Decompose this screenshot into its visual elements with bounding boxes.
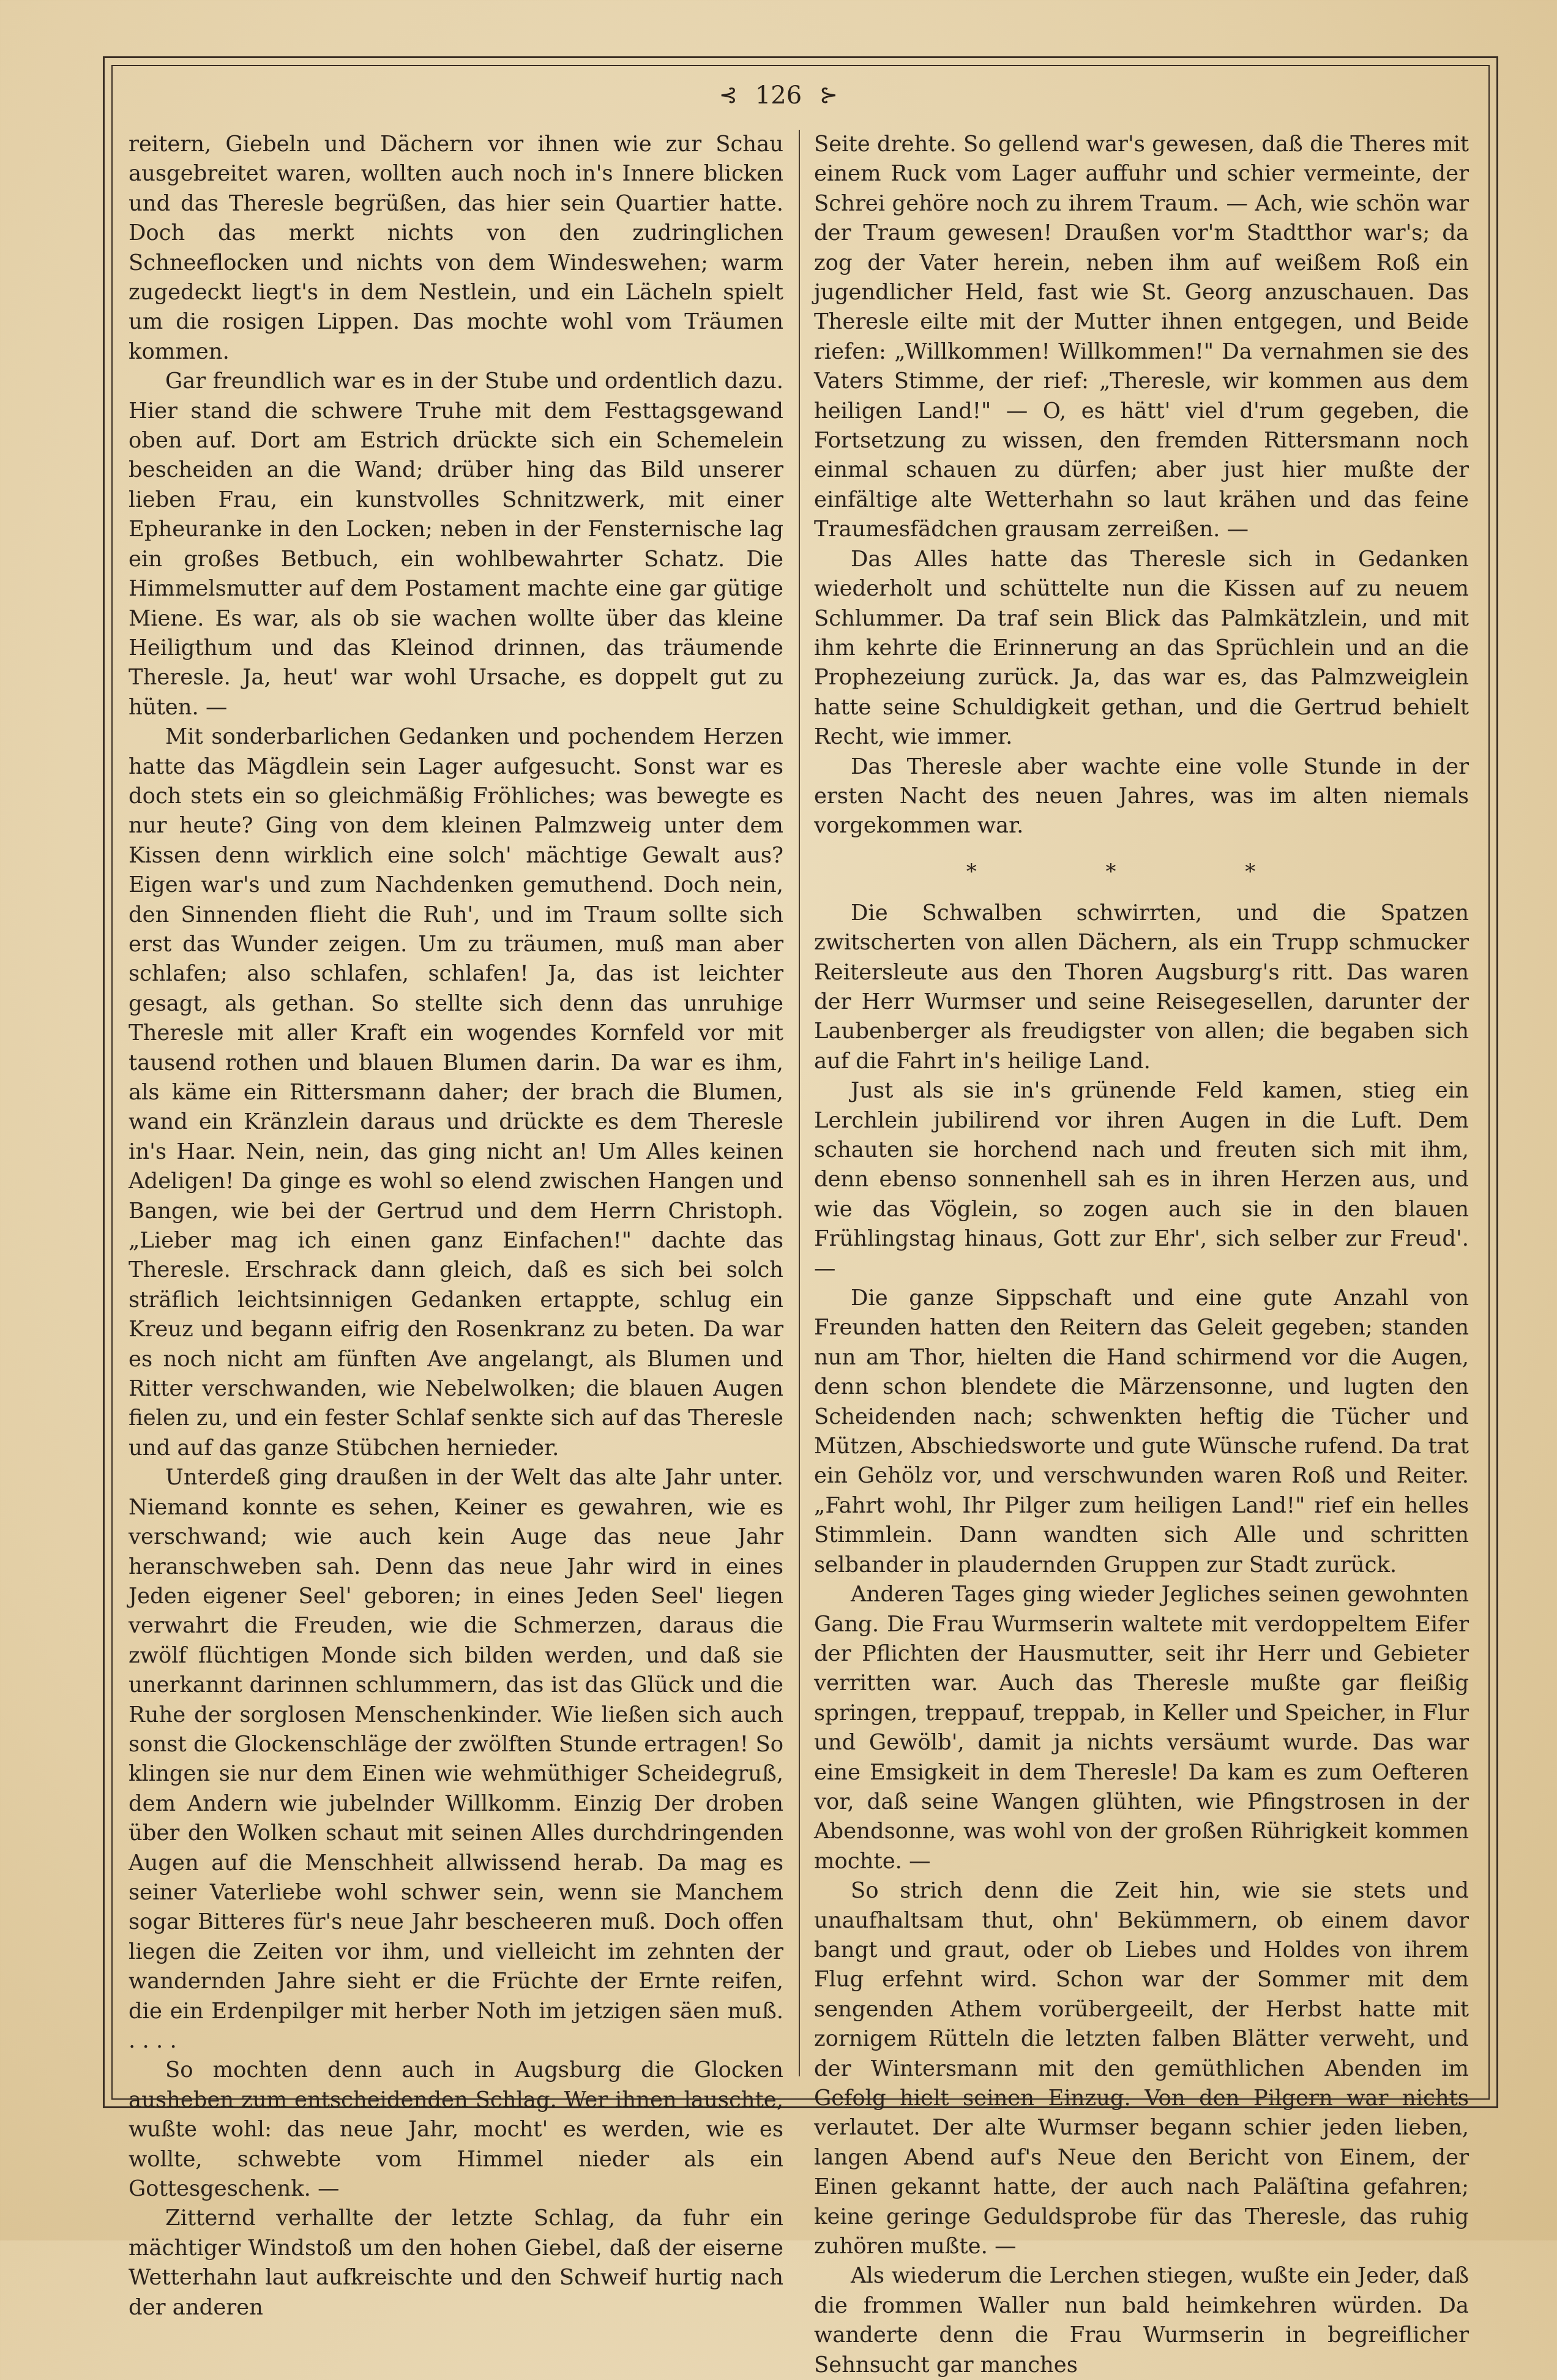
paragraph: Das Alles hatte das Theresle sich in Gedanken wiederholt und schüttelte nun die Kissen auf zu neuem Schlummer. Da traf sein Blick das Palmkätzlein, und mit ihm kehrte die Erinnerung an das Sprüchlein und an die Prophezeiung zurück. Ja, das war es, das Palmzweiglein hatte seine Schuldigkeit gethan, und die Gertrud behielt Recht, wie immer.	[814, 546, 1469, 750]
column-divider	[799, 130, 800, 2076]
paragraph: Als wiederum die Lerchen stiegen, wußte ein Jeder, daß die frommen Waller nun bald heimkehren würden. Da wanderte denn die Frau Wurmserin in begreiflicher Sehnsucht gar manches	[814, 2263, 1469, 2378]
paragraph: Mit sonderbarlichen Gedanken und pochendem Herzen hatte das Mägdlein sein Lager aufgesucht. Sonst war es doch stets ein so gleichmäßig Fröhliches; was bewegte es nur heute? Ging von dem kleinen Palmzweig unter dem Kissen denn wirklich eine solch' mächtige Gewalt aus? Eigen war's und zum Nachdenken gemuthend. Doch nein, den Sinnenden flieht die Ruh', und im Traum sollte sich erst das Wunder zeigen. Um zu träumen, muß man aber schlafen; also schlafen, schlafen! Ja, das ist leichter gesagt, als gethan. So stellte sich denn das unruhige Theresle mit aller Kraft ein wogendes Kornfeld vor mit tausend rothen und blauen Blumen darin. Da war es ihm, als käme ein Rittersmann daher; der brach die Blumen, wand ein Kränzlein daraus und drückte es dem Theresle in's Haar. Nein, nein, das ging nicht an! Um Alles keinen Adeligen! Da ginge es wohl so elend zwischen Hangen und Bangen, wie bei der Gertrud und dem Herrn Christoph. „Lieber mag ich einen ganz Einfachen!" dachte das Theresle. Erschrack dann gleich, daß es sich bei solch sträflich leichtsinnigen Gedanken ertappte, schlug ein Kreuz und begann eifrig den Rosenkranz zu beten. Da war es noch nicht am fünften Ave angelangt, als Blumen und Ritter verschwanden, wie Nebelwolken; die blauen Augen fielen zu, und ein fester Schlaf senkte sich auf das Theresle und auf das ganze Stübchen hernieder.	[129, 724, 783, 1461]
paragraph: Anderen Tages ging wieder Jegliches seinen gewohnten Gang. Die Frau Wurmserin waltete mit verdoppeltem Eifer der Pflichten der Hausmutter, seit ihr Herr und Gebieter verritten war. Auch das Theresle mußte gar fleißig springen, treppauf, treppab, in Keller und Speicher, in Flur und Gewölb', damit ja nichts versäumt wurde. Das war eine Emsigkeit in dem Theresle! Da kam es zum Oefteren vor, daß seine Wangen glühten, wie Pfingstrosen in der Abendsonne, was wohl von der großen Rührigkeit kommen mochte. —	[814, 1582, 1469, 1874]
paragraph: Die ganze Sippschaft und eine gute Anzahl von Freunden hatten den Reitern das Geleit gegeben; standen nun am Thor, hielten die Hand schirmend vor die Augen, denn schon blendete die Märzensonne, und lugten den Scheidenden nach; schwenkten heftig die Tücher und Mützen, Abschiedsworte und gute Wünsche rufend. Da trat ein Gehölz vor, und verschwunden waren Roß und Reiter. „Fahrt wohl, Ihr Pilger zum heiligen Land!" rief ein helles Stimmlein. Dann wandten sich Alle und schritten selbander in plaudernden Gruppen zur Stadt zurück.	[814, 1285, 1469, 1577]
section-separator: * * *	[966, 859, 1317, 884]
paragraph: Just als sie in's grünende Feld kamen, stieg ein Lerchlein jubilirend vor ihren Augen in die Luft. Dem schauten sie horchend nach und freuten sich mit ihm, denn ebenso sonnenhell sah es in ihren Herzen aus, und wie das Vöglein, so zogen auch sie in den blauen Frühlingstag hinaus, Gott zur Ehr', sich selber zur Freud'. —	[814, 1078, 1469, 1281]
ornament-right-icon: ⊱	[819, 83, 838, 108]
ornament-left-icon: ⊰	[719, 83, 738, 108]
left-column	[129, 130, 783, 2322]
paragraph: Zitternd verhallte der letzte Schlag, da fuhr ein mächtiger Windstoß um den hohen Giebel, daß der eiserne Wetterhahn laut aufkreischte und den Schweif hurtig nach der anderen	[129, 2206, 783, 2320]
paragraph: Gar freundlich war es in der Stube und ordentlich dazu. Hier stand die schwere Truhe mit dem Festtagsgewand oben auf. Dort am Estrich drückte sich ein Schemelein bescheiden an die Wand; drüber hing das Bild unserer lieben Frau, ein kunstvolles Schnitzwerk, mit einer Epheuranke in den Locken; neben in der Fensternische lag ein großes Betbuch, ein wohlbewahrter Schatz. Die Himmelsmutter auf dem Postament machte eine gar gütige Miene. Es war, als ob sie wachen wollte über das kleine Heiligthum und das Kleinod drinnen, das träumende Theresle. Ja, heut' war wohl Ursache, es doppelt gut zu hüten. —	[129, 369, 783, 720]
right-column	[814, 130, 1469, 2380]
page-number: 126	[755, 81, 802, 110]
paragraph: Das Theresle aber wachte eine volle Stunde in der ersten Nacht des neuen Jahres, was im alten niemals vorgekommen war.	[814, 754, 1469, 839]
paragraph: So mochten denn auch in Augsburg die Glocken ausheben zum entscheidenden Schlag. Wer ihnen lauschte, wußte wohl: das neue Jahr, mocht' es werden, wie es wollte, schwebte vom Himmel nieder als ein Gottesgeschenk. —	[129, 2057, 783, 2202]
paragraph: Unterdeß ging draußen in der Welt das alte Jahr unter. Niemand konnte es sehen, Keiner es gewahren, wie es verschwand; wie auch kein Auge das neue Jahr heranschweben sah. Denn das neue Jahr wird in eines Jeden eigener Seel' geboren; in eines Jeden Seel' liegen verwahrt die Freuden, wie die Schmerzen, daraus die zwölf flüchtigen Monde sich bilden werden, und daß sie unerkannt darinnen schlummern, das ist das Glück und die Ruhe der sorglosen Menschenkinder. Wie ließen sich auch sonst die Glockenschläge der zwölften Stunde ertragen! So klingen sie nur dem Einen wie wehmüthiger Scheidegruß, dem Andern wie jubelnder Willkomm. Einzig Der droben über den Wolken schaut mit seinen Alles durchdringenden Augen auf die Menschheit allwissend herab. Da mag es seiner Vaterliebe wohl schwer sein, wenn sie Manchem sogar Bitteres für's neue Jahr bescheeren muß. Doch offen liegen die Zeiten vor ihm, und vielleicht im zehnten der wandernden Jahre sieht er die Früchte der Ernte reifen, die ein Erdenpilger mit herber Noth im jetzigen säen muß. . . . .	[129, 1465, 783, 2053]
page-header	[0, 78, 1557, 113]
paragraph: So strich denn die Zeit hin, wie sie stets und unaufhaltsam thut, ohn' Bekümmern, ob einem davor bangt und graut, oder ob Liebes und Holdes von ihrem Flug erfehnt wird. Schon war der Sommer mit dem sengenden Athem vorübergeeilt, der Herbst hatte mit zornigem Rütteln die letzten falben Blätter verweht, und der Wintersmann mit den gemüthlichen Abenden im Gefolg hielt seinen Einzug. Von den Pilgern war nichts verlautet. Der alte Wurmser begann schier jeden lieben, langen Abend auf's Neue den Bericht von Einem, der Einen gekannt hatte, der auch nach Paläſtina gefahren; keine geringe Geduldsprobe für das Theresle, das ruhig zuhören mußte. —	[814, 1878, 1469, 2259]
paragraph: Die Schwalben schwirrten, und die Spatzen zwitscherten von allen Dächern, als ein Trupp schmucker Reitersleute aus den Thoren Augsburg's ritt. Das waren der Herr Wurmser und seine Reisegesellen, darunter der Laubenberger als freudigster von allen; die begaben sich auf die Fahrt in's heilige Land.	[814, 900, 1469, 1074]
paragraph: Seite drehte. So gellend war's gewesen, daß die Theres mit einem Ruck vom Lager auffuhr und schier vermeinte, der Schrei gehöre noch zu ihrem Traum. — Ach, wie schön war der Traum gewesen! Draußen vor'm Stadtthor war's; da zog der Vater herein, neben ihm auf weißem Roß ein jugendlicher Held, fast wie St. Georg anzuschauen. Das Theresle eilte mit der Mutter ihnen entgegen, und Beide riefen: „Willkommen! Willkommen!" Da vernahmen sie des Vaters Stimme, der rief: „Theresle, wir kommen aus dem heiligen Land!" — O, es hätt' viel d'rum gegeben, die Fortsetzung zu wissen, den fremden Rittersmann noch einmal schauen zu dürfen; aber just hier mußte der einfältige alte Wetterhahn so laut krähen und das feine Traumesfädchen grausam zerreißen. —	[814, 132, 1469, 542]
paragraph: reitern, Giebeln und Dächern vor ihnen wie zur Schau ausgebreitet waren, wollten auch noch in's Innere blicken und das Theresle begrüßen, das hier sein Quartier hatte. Doch das merkt nichts von den zudringlichen Schneeflocken und nichts von dem Windeswehen; warm zugedeckt liegt's in dem Nestlein, und ein Lächeln spielt um die rosigen Lippen. Das mochte wohl vom Träumen kommen.	[129, 132, 783, 364]
